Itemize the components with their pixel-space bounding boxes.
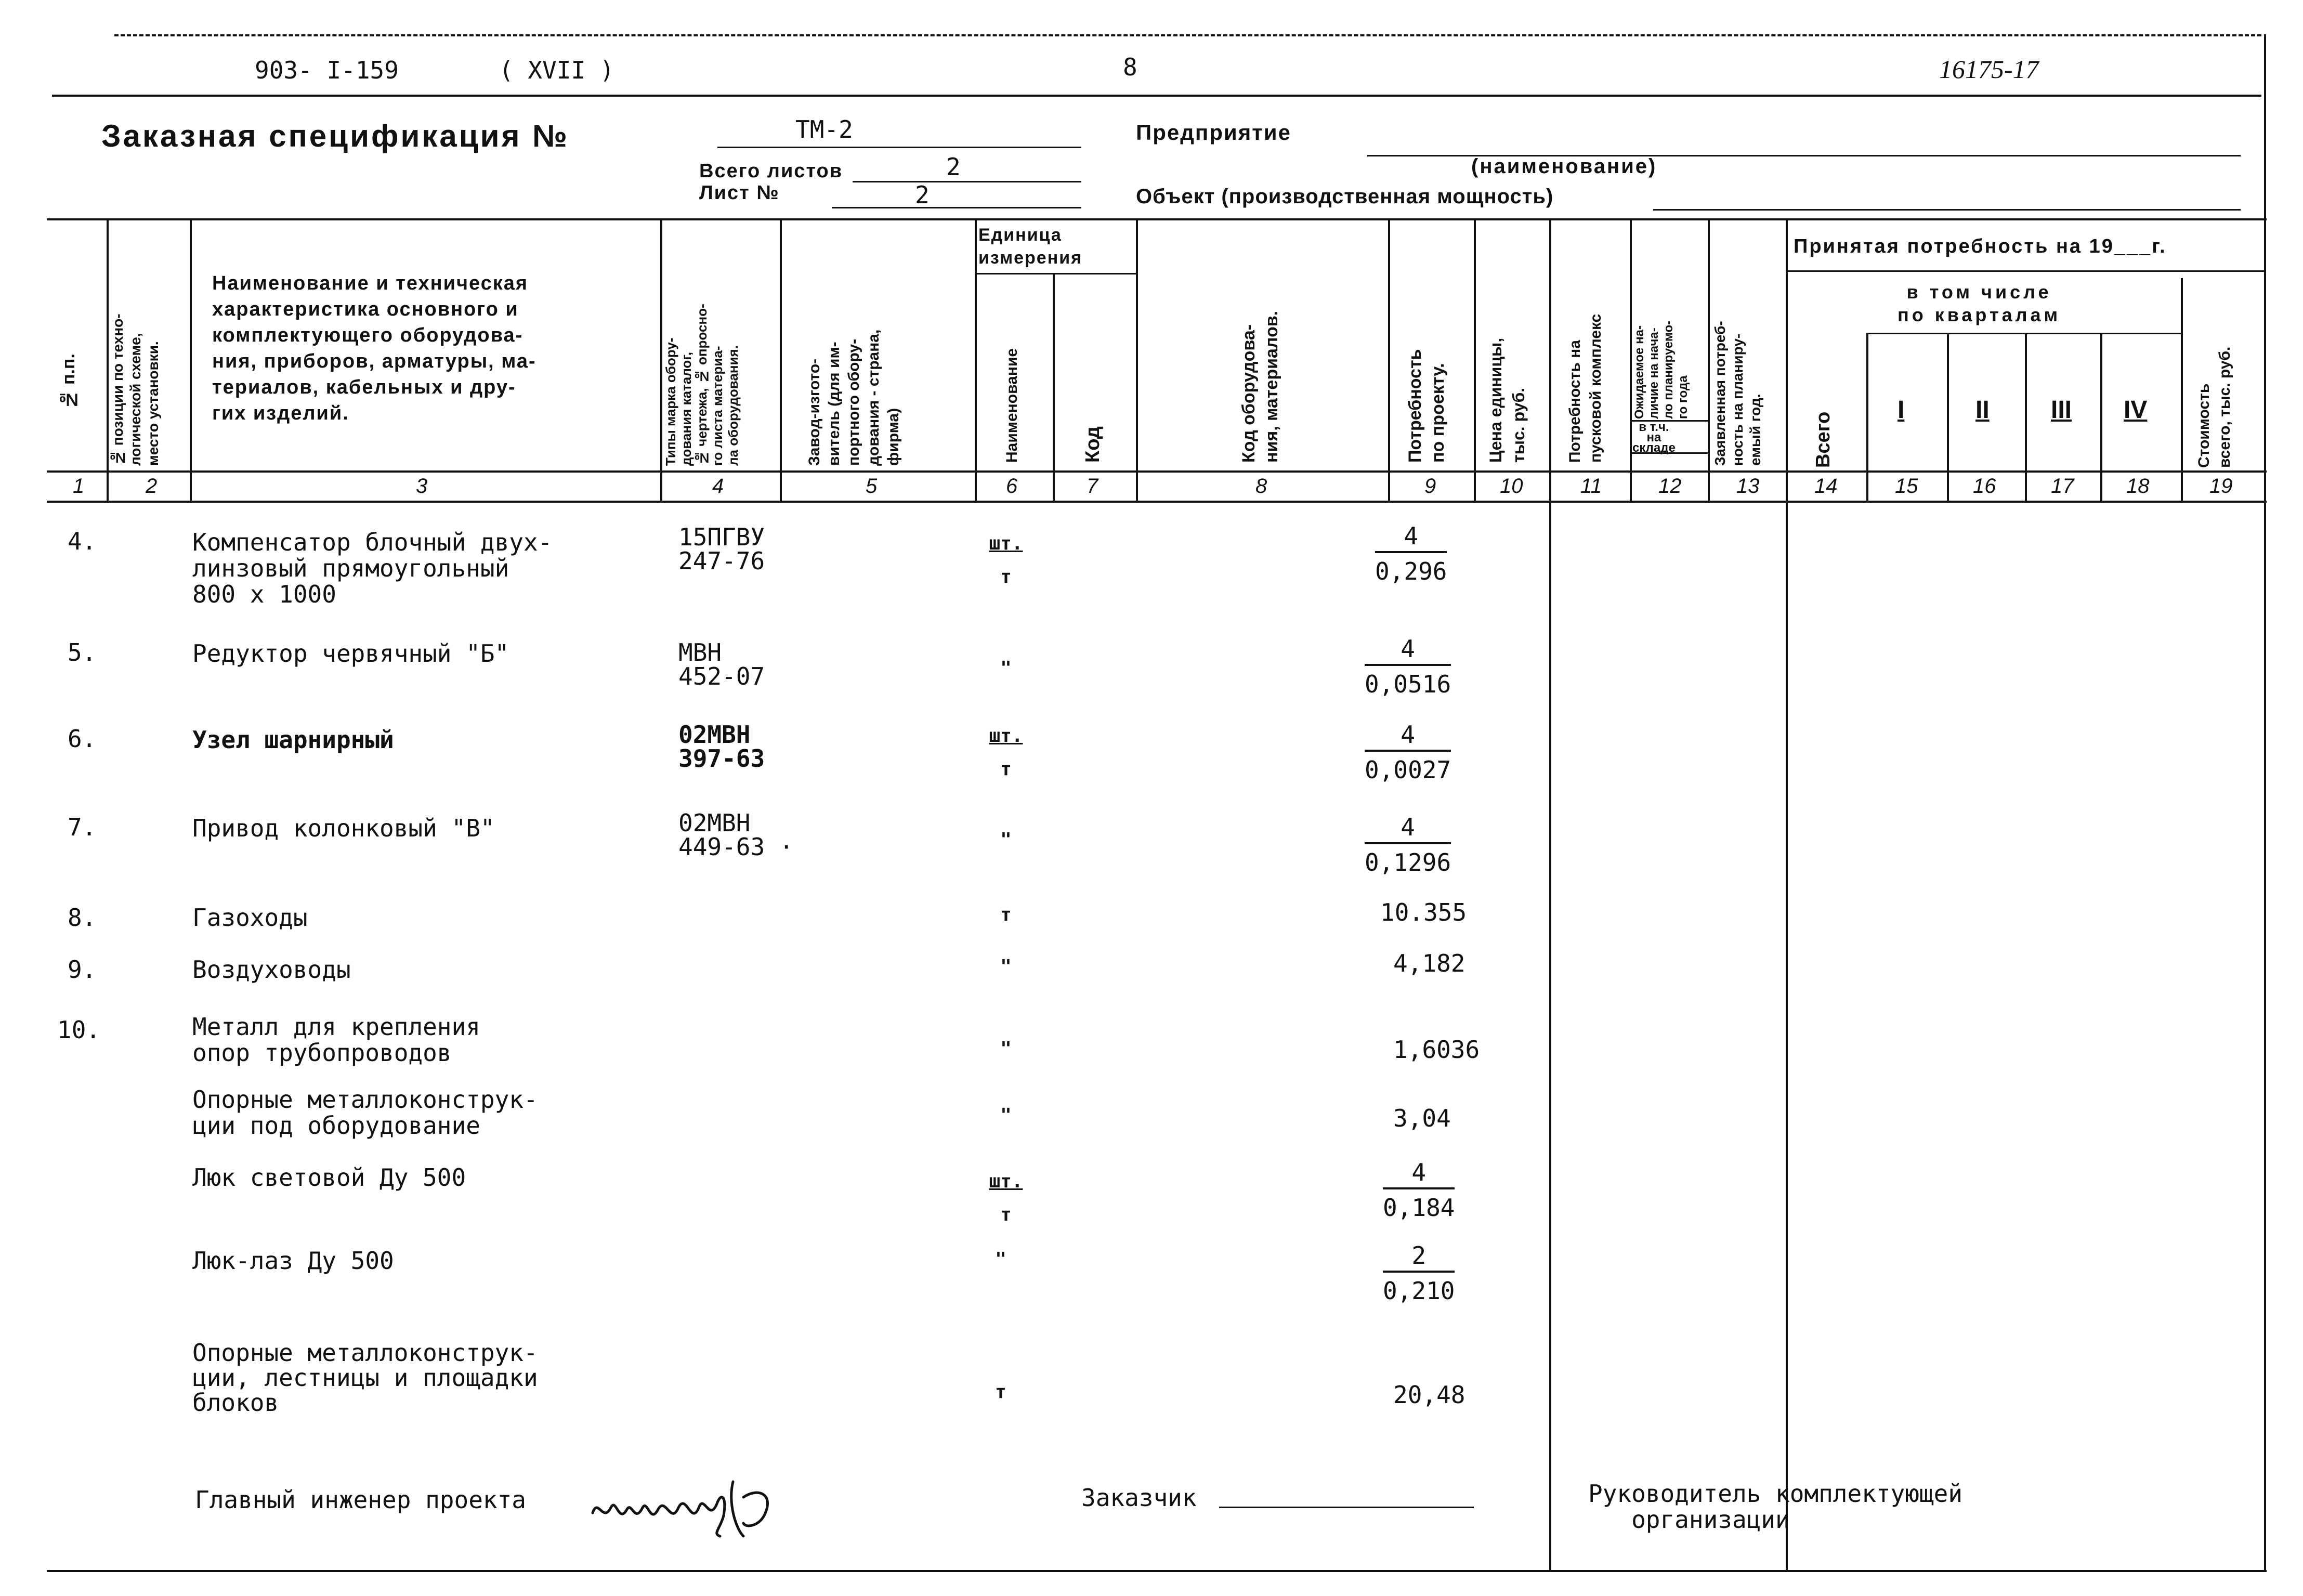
item-unit: ": [1000, 829, 1012, 851]
column-number: 9: [1424, 475, 1436, 498]
column-number: 11: [1580, 475, 1602, 498]
column-header-8: Код оборудова- ния, материалов.: [1239, 310, 1281, 463]
item-unit: шт. т: [989, 1171, 1023, 1225]
sheet-number: 2: [915, 181, 930, 209]
specification-number: ТМ-2: [795, 115, 853, 143]
project-code: 903- I-159: [255, 56, 399, 84]
document-number: 16175-17: [1939, 55, 2039, 84]
column-number: 2: [146, 475, 158, 498]
sheet-label: Лист №: [699, 182, 780, 204]
item-catalog: 15ПГВУ 247-76: [678, 523, 765, 575]
row-number: 6.: [68, 725, 97, 753]
column-header-3: Наименование и техническая характеристика основного и комплектующего оборудова- ния, приборов, арматуры, ма- териалов, кабельных и дру- гих изделий.: [212, 272, 537, 424]
item-name: Люк световой Ду 500: [192, 1163, 466, 1192]
column-number: 17: [2051, 475, 2074, 498]
item-name: Газоходы: [192, 904, 308, 932]
row-number: 7.: [68, 813, 97, 841]
column-header-19: Стоимость всего, тыс. руб.: [2195, 346, 2233, 468]
item-quantity: 10.355: [1380, 898, 1467, 926]
column-header-12-sub: в т.ч. на складе: [1632, 420, 1676, 455]
row-number: 10.: [57, 1016, 101, 1044]
object-label: Объект (производственная мощность): [1136, 185, 1554, 208]
total-sheets-label: Всего листов: [699, 160, 843, 182]
page-number: 8: [1123, 53, 1137, 81]
item-unit: шт. т: [989, 725, 1023, 780]
right-border: [2264, 34, 2266, 1571]
column-header-9: Потребность по проекту.: [1405, 349, 1448, 463]
item-name: Узел шарнирный: [192, 726, 394, 754]
item-catalog: 02МВН 397-63: [678, 721, 765, 773]
item-unit: ": [1000, 658, 1012, 679]
column-header-12: Ожидаемое на- личие на нача- ло планируемо- го года: [1632, 320, 1690, 419]
unit-group-header: Единица измерения: [978, 225, 1082, 268]
column-number: 8: [1255, 475, 1267, 498]
column-header-6: Наименование: [1003, 348, 1020, 463]
column-number: 14: [1814, 475, 1838, 498]
row-number: 8.: [68, 904, 97, 932]
item-unit: ": [1000, 1038, 1012, 1059]
table-top-rule: [47, 218, 2267, 220]
chief-engineer-signature: [587, 1466, 806, 1544]
item-name: Воздуховоды: [192, 956, 351, 984]
chief-engineer-label: Главный инженер проекта: [195, 1486, 526, 1514]
item-unit: ": [1000, 1105, 1012, 1126]
item-unit: ": [995, 1249, 1006, 1270]
column-header-5: Завод-изгото- витель (для им- портного обору- дования - страна, фирма): [806, 329, 902, 466]
quarters-group-header: в том числе по кварталам: [1898, 281, 2061, 325]
column-number-bottom-rule: [47, 501, 2267, 503]
item-quantity: 1,6036: [1393, 1036, 1480, 1064]
item-catalog: МВН 452-07: [678, 638, 765, 690]
column-number: 15: [1895, 475, 1918, 498]
item-quantity: $\frac{2}{0,210}$: [1383, 1241, 1455, 1305]
item-name: Редуктор червячный "Б": [192, 639, 509, 668]
item-quantity: 3,04: [1393, 1104, 1451, 1132]
item-unit: ": [1000, 956, 1012, 977]
row-number: 4.: [68, 527, 97, 555]
table-bottom-rule: [47, 1570, 2267, 1572]
title-top-rule: [52, 95, 2261, 97]
item-quantity: $\frac{4}{0,1296}$: [1365, 813, 1451, 877]
item-quantity: $\frac{4}{0,296}$: [1375, 522, 1447, 585]
column-header-1: № п.п.: [59, 354, 78, 410]
name-caption: (наименование): [1471, 155, 1657, 178]
column-header-15: I: [1898, 396, 1905, 424]
column-number: 7: [1087, 475, 1098, 498]
enterprise-label: Предприятие: [1136, 120, 1291, 145]
column-header-13: Заявленная потреб- ность на планиру- емый год.: [1712, 321, 1763, 466]
accepted-group-header: Принятая потребность на 19___г.: [1794, 236, 2167, 257]
column-number-top-rule: [47, 470, 2267, 473]
item-name: Привод колонковый "В": [192, 814, 495, 842]
item-name: Опорные металлоконструк- ции под оборудование: [192, 1085, 538, 1140]
column-number: 3: [416, 475, 428, 498]
column-header-17: III: [2051, 396, 2072, 424]
column-number: 4: [712, 475, 724, 498]
item-catalog: 02МВН 449-63 ·: [678, 809, 794, 861]
supplier-head-label: Руководитель комплектующей организации: [1588, 1480, 1963, 1534]
column-number: 16: [1973, 475, 1996, 498]
item-unit: т: [1000, 904, 1012, 925]
item-name: Опорные металлоконструк- ции, лестницы и площадки блоков: [192, 1339, 538, 1417]
item-unit: шт. т: [989, 533, 1023, 587]
item-quantity: $\frac{4}{0,0027}$: [1365, 721, 1451, 784]
column-number: 1: [73, 475, 85, 498]
column-header-7: Код: [1082, 426, 1104, 463]
column-number: 5: [866, 475, 878, 498]
item-name: Компенсатор блочный двух- линзовый прямоугольный 800 х 1000: [192, 528, 553, 608]
column-number: 19: [2209, 475, 2233, 498]
item-unit: т: [995, 1381, 1006, 1403]
row-number: 5.: [68, 638, 97, 666]
column-number: 18: [2126, 475, 2150, 498]
volume-number: ( XVII ): [499, 56, 614, 84]
column-header-14: Всего: [1812, 411, 1834, 468]
column-header-18: IV: [2124, 396, 2148, 424]
item-quantity: 20,48: [1393, 1381, 1465, 1409]
row-number: 9.: [68, 956, 97, 984]
column-header-10: Цена единицы, тыс. руб.: [1486, 337, 1528, 463]
item-name: Металл для крепления опор трубопроводов: [192, 1013, 480, 1067]
item-quantity: 4,182: [1393, 949, 1465, 977]
column-number: 13: [1736, 475, 1760, 498]
total-sheets: 2: [946, 153, 961, 181]
column-header-4: Типы марка обору- дования каталог, № чертежа, № опросно- го листа материа- ла оборудования.: [663, 304, 741, 466]
specification-title: Заказная спецификация №: [101, 119, 570, 153]
item-quantity: $\frac{4}{0,184}$: [1383, 1158, 1455, 1222]
item-quantity: $\frac{4}{0,0516}$: [1365, 635, 1451, 698]
column-number: 12: [1658, 475, 1682, 498]
column-header-16: II: [1975, 396, 1990, 424]
column-number: 10: [1500, 475, 1523, 498]
column-header-11: Потребность на пусковой комплекс: [1566, 313, 1604, 463]
top-dashed-rule: [114, 34, 2261, 36]
customer-label: Заказчик: [1081, 1484, 1197, 1512]
column-header-2: № позиции по техно- логической схеме, место установки.: [110, 313, 161, 466]
item-name: Люк-лаз Ду 500: [192, 1247, 394, 1275]
column-number: 6: [1006, 475, 1018, 498]
